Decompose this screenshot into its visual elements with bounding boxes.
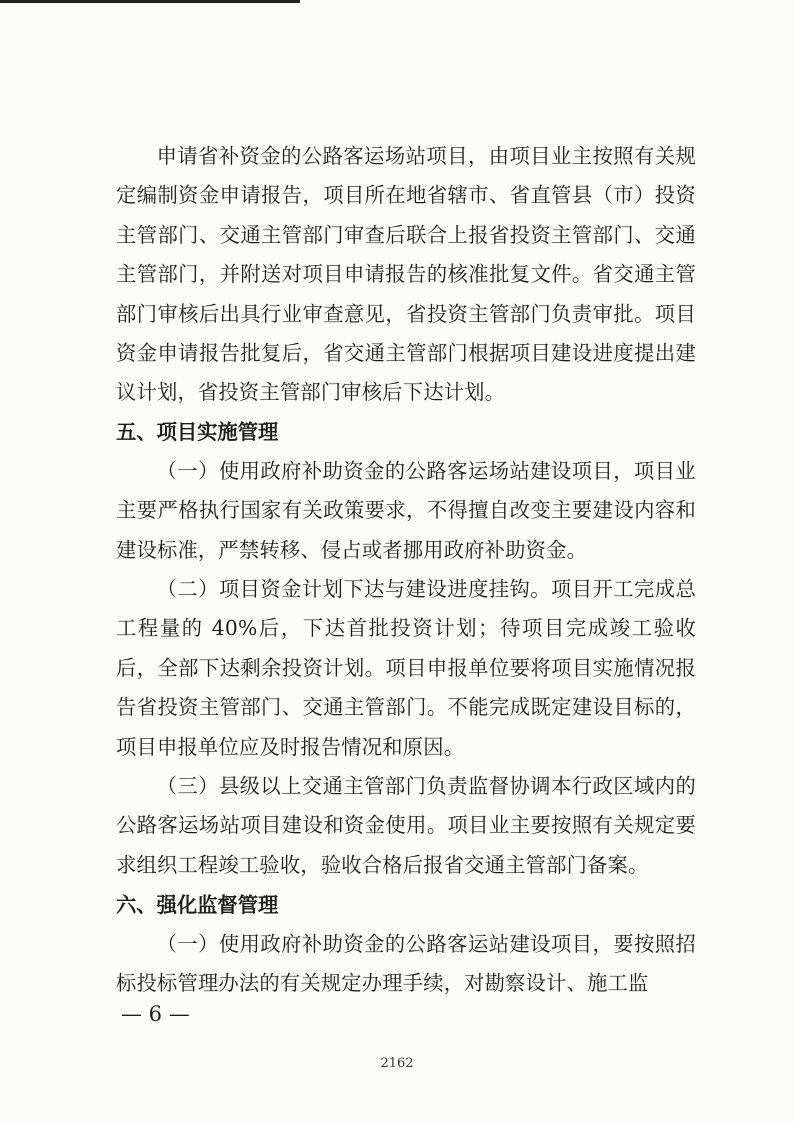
- heading-section-6: 六、强化监督管理: [116, 893, 279, 917]
- heading-section-5: 五、项目实施管理: [116, 420, 279, 444]
- scan-edge-mark: [0, 0, 300, 3]
- paragraph-supervision-1: （一）使用政府补助资金的公路客运站建设项目，要按照招标投标管理办法的有关规定办理手续，对勘察设计、施工监: [116, 932, 696, 996]
- page-number: — 6 —: [121, 1002, 190, 1026]
- footer-sequence-number: 2162: [380, 1056, 414, 1071]
- paragraph-application: 申请省补资金的公路客运场站项目，由项目业主按照有关规定编制资金申请报告，项目所在地省辖市、省直管县（市）投资主管部门、交通主管部门审查后联合上报省投资主管部门、交通主管部门，并附送对项目申请报告的核准批复文件。省交通主管部门审核后出具行业审查意见，省投资主管部门负责审批。项目资金申请报告批复后，省交通主管部门根据项目建设进度提出建议计划，省投资主管部门审核后下达计划。: [116, 144, 696, 405]
- paragraph-implementation-1: （一）使用政府补助资金的公路客运场站建设项目，项目业主要严格执行国家有关政策要求，不得擅自改变主要建设内容和建设标准，严禁转移、侵占或者挪用政府补助资金。: [116, 459, 696, 562]
- paragraph-implementation-3: （三）县级以上交通主管部门负责监督协调本行政区域内的公路客运场站项目建设和资金使用。项目业主要按照有关规定要求组织工程竣工验收，验收合格后报省交通主管部门备案。: [116, 774, 696, 877]
- paragraph-implementation-2: （二）项目资金计划下达与建设进度挂钩。项目开工完成总工程量的 40%后，下达首批投资计划；待项目完成竣工验收后，全部下达剩余投资计划。项目申报单位要将项目实施情况报告省投资主管部门、交通主管部门。不能完成既定建设目标的，项目申报单位应及时报告情况和原因。: [116, 577, 696, 759]
